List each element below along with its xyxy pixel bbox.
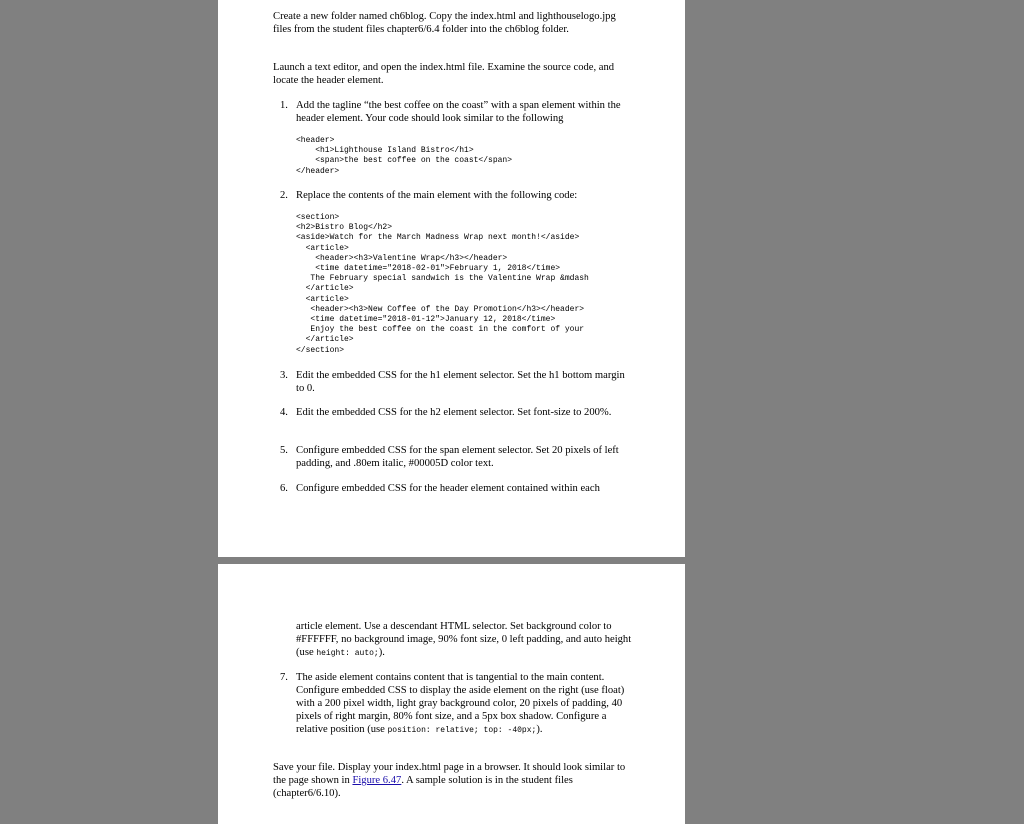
step-number-2: 2.: [280, 190, 288, 201]
code-block-header: <header> <h1>Lighthouse Island Bistro</h1> <span>the best coffee on the coast</span> </header>: [296, 136, 513, 176]
inline-code: height: auto;: [316, 649, 379, 658]
step-number-3: 3.: [280, 370, 288, 381]
step-text-6-continued: article element. Use a descendant HTML selector. Set background color to #FFFFFF, no background image, 90% font size, 0 left padding, and auto height (use height: auto;).: [296, 621, 632, 658]
step-text-1: Add the tagline “the best coffee on the coast” with a span element within the header element. Your code should look similar to the following: [296, 100, 621, 124]
step-number-6: 6.: [280, 483, 288, 494]
step-text-6: Configure embedded CSS for the header element contained within each: [296, 483, 600, 494]
step-text-7: The aside element contains content that is tangential to the main content. Configure embedded CSS to display the aside element on the right (use float) with a 200 pixel width, light gray background color, 20 pixels of padding, 40 pixels of right margin, 80% font size, and a 5px box shadow. Configure a relative position (use position: relative; top: -40px;).: [296, 672, 625, 735]
step-number-5: 5.: [280, 445, 288, 456]
document-page-1: [218, 0, 685, 557]
step-text-4: Edit the embedded CSS for the h2 element selector. Set font-size to 200%.: [296, 407, 612, 418]
closing-paragraph: Save your file. Display your index.html page in a browser. It should look similar to the page shown in Figure 6.47. A sample solution is in the student files (chapter6/6.10).: [273, 762, 626, 799]
document-page-2: [218, 564, 685, 824]
inline-code: position: relative; top: -40px;: [387, 726, 537, 735]
code-block-section: <section> <h2>Bistro Blog</h2> <aside>Watch for the March Madness Wrap next month!</aside> <article> <header><h3>Valentine Wrap</h3></header> <time datetime="2018-02-01">February 1, 2018</time> The February special sandwich is the Valentine Wrap &mdash </article> <article> <header><h3>New Coffee of the Day Promotion</h3></header> <time datetime="2018-01-12">January 12, 2018</time> Enjoy the best coffee on the coast in the comfort of your </article> </section>: [296, 213, 589, 355]
step-number-4: 4.: [280, 407, 288, 418]
step-text-5: Configure embedded CSS for the span element selector. Set 20 pixels of left padding, and .80em italic, #00005D color text.: [296, 445, 619, 469]
step-text-2: Replace the contents of the main element with the following code:: [296, 190, 578, 201]
step-number-7: 7.: [280, 672, 288, 683]
figure-link[interactable]: Figure 6.47: [352, 775, 402, 786]
step-number-1: 1.: [280, 100, 288, 111]
intro-paragraph-1: Create a new folder named ch6blog. Copy the index.html and lighthouselogo.jpg files from the student files chapter6/6.4 folder into the ch6blog folder.: [273, 11, 616, 35]
step-text-3: Edit the embedded CSS for the h1 element selector. Set the h1 bottom margin to 0.: [296, 370, 625, 394]
intro-paragraph-2: Launch a text editor, and open the index.html file. Examine the source code, and locate the header element.: [273, 62, 615, 86]
